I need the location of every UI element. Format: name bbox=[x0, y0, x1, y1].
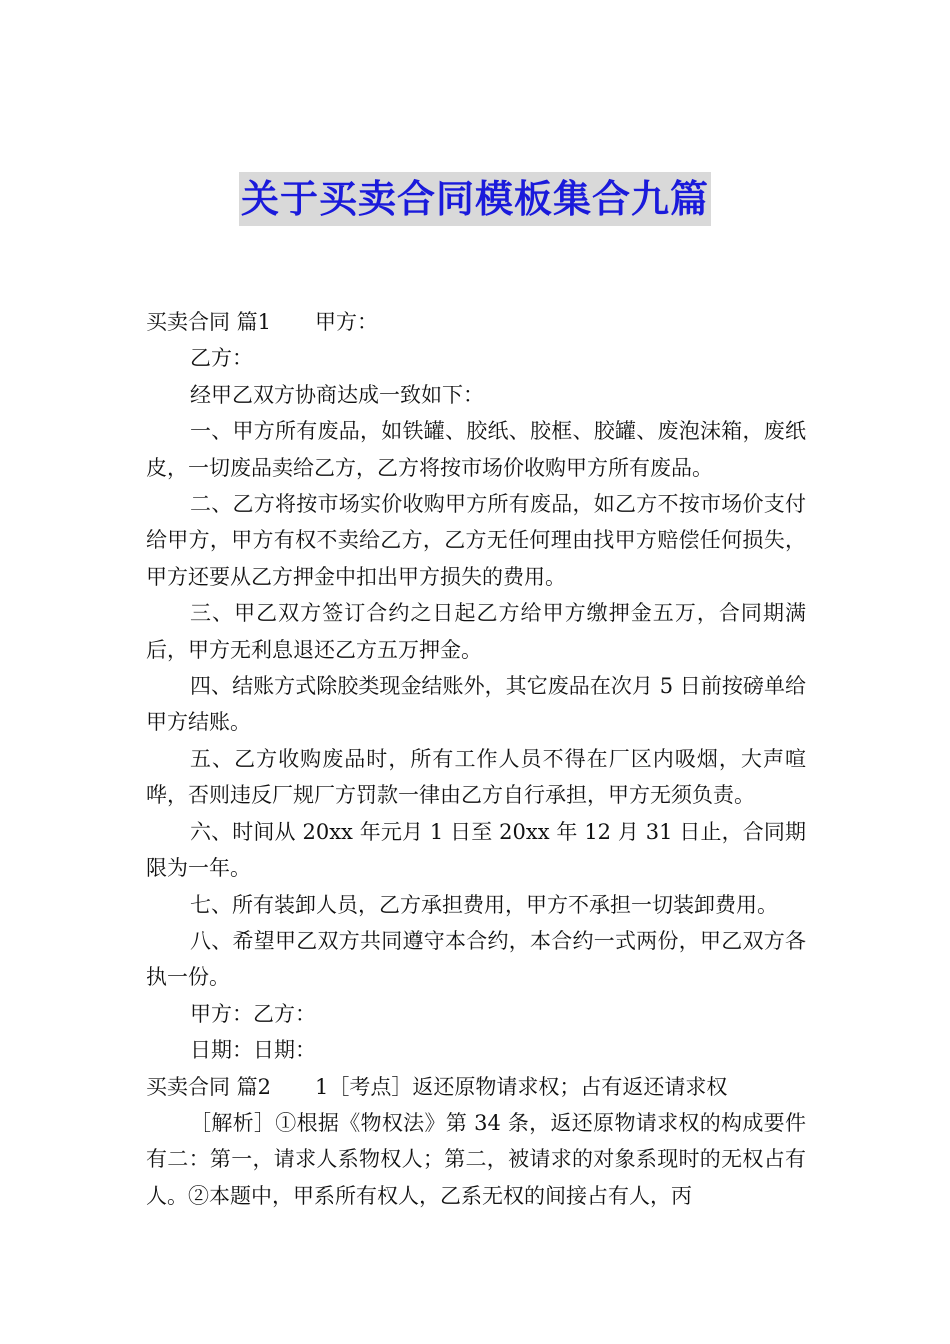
section2-heading: 买卖合同 篇2 bbox=[146, 1074, 272, 1099]
section2-analysis: ［解析］①根据《物权法》第 34 条，返还原物请求权的构成要件有二：第一，请求人系物权人；第二，被请求的对象系现时的无权占有人。②本题中，甲系所有权人，乙系无权的间接占有人，丙 bbox=[146, 1110, 806, 1208]
section1-heading: 买卖合同 篇1 bbox=[146, 310, 272, 334]
clause-7: 七、所有装卸人员，乙方承担费用，甲方不承担一切装卸费用。 bbox=[190, 892, 778, 917]
section1-heading-line bbox=[146, 304, 806, 340]
clause-3: 三、甲乙双方签订合约之日起乙方给甲方缴押金五万，合同期满后，甲方无利息退还乙方五万押金。 bbox=[146, 601, 806, 662]
date-line: 日期：日期： bbox=[190, 1038, 316, 1063]
clause-4: 四、结账方式除胶类现金结账外，其它废品在次月 5 日前按磅单给甲方结账。 bbox=[146, 674, 806, 735]
clause-6: 六、时间从 20xx 年元月 1 日至 20xx 年 12 月 31 日止，合同期限为一年。 bbox=[146, 819, 806, 881]
title-container bbox=[0, 172, 950, 226]
section2-first-line: 1［考点］返还原物请求权；占有返还请求权 bbox=[315, 1074, 728, 1099]
clause-2: 二、乙方将按市场实价收购甲方所有废品，如乙方不按市场价支付给甲方，甲方有权不卖给乙方，乙方无任何理由找甲方赔偿任何损失，甲方还要从乙方押金中扣出甲方损失的费用。 bbox=[146, 492, 806, 589]
contract-intro: 经甲乙双方协商达成一致如下： bbox=[190, 382, 484, 407]
clause-1: 一、甲方所有废品，如铁罐、胶纸、胶框、胶罐、废泡沫箱，废纸皮，一切废品卖给乙方，乙方将按市场价收购甲方所有废品。 bbox=[146, 419, 806, 480]
section2-heading-line bbox=[146, 1069, 806, 1105]
party-b-label: 乙方： bbox=[190, 346, 253, 371]
document-body bbox=[146, 304, 806, 1214]
signature-line: 甲方：乙方： bbox=[190, 1001, 316, 1026]
party-a-label: 甲方： bbox=[315, 310, 379, 334]
clause-5: 五、乙方收购废品时，所有工作人员不得在厂区内吸烟，大声喧哗，否则违反厂规厂方罚款一律由乙方自行承担，甲方无须负责。 bbox=[146, 746, 806, 808]
clause-8: 八、希望甲乙双方共同遵守本合约，本合约一式两份，甲乙双方各执一份。 bbox=[146, 928, 806, 990]
document-title: 关于买卖合同模板集合九篇 bbox=[239, 172, 711, 226]
